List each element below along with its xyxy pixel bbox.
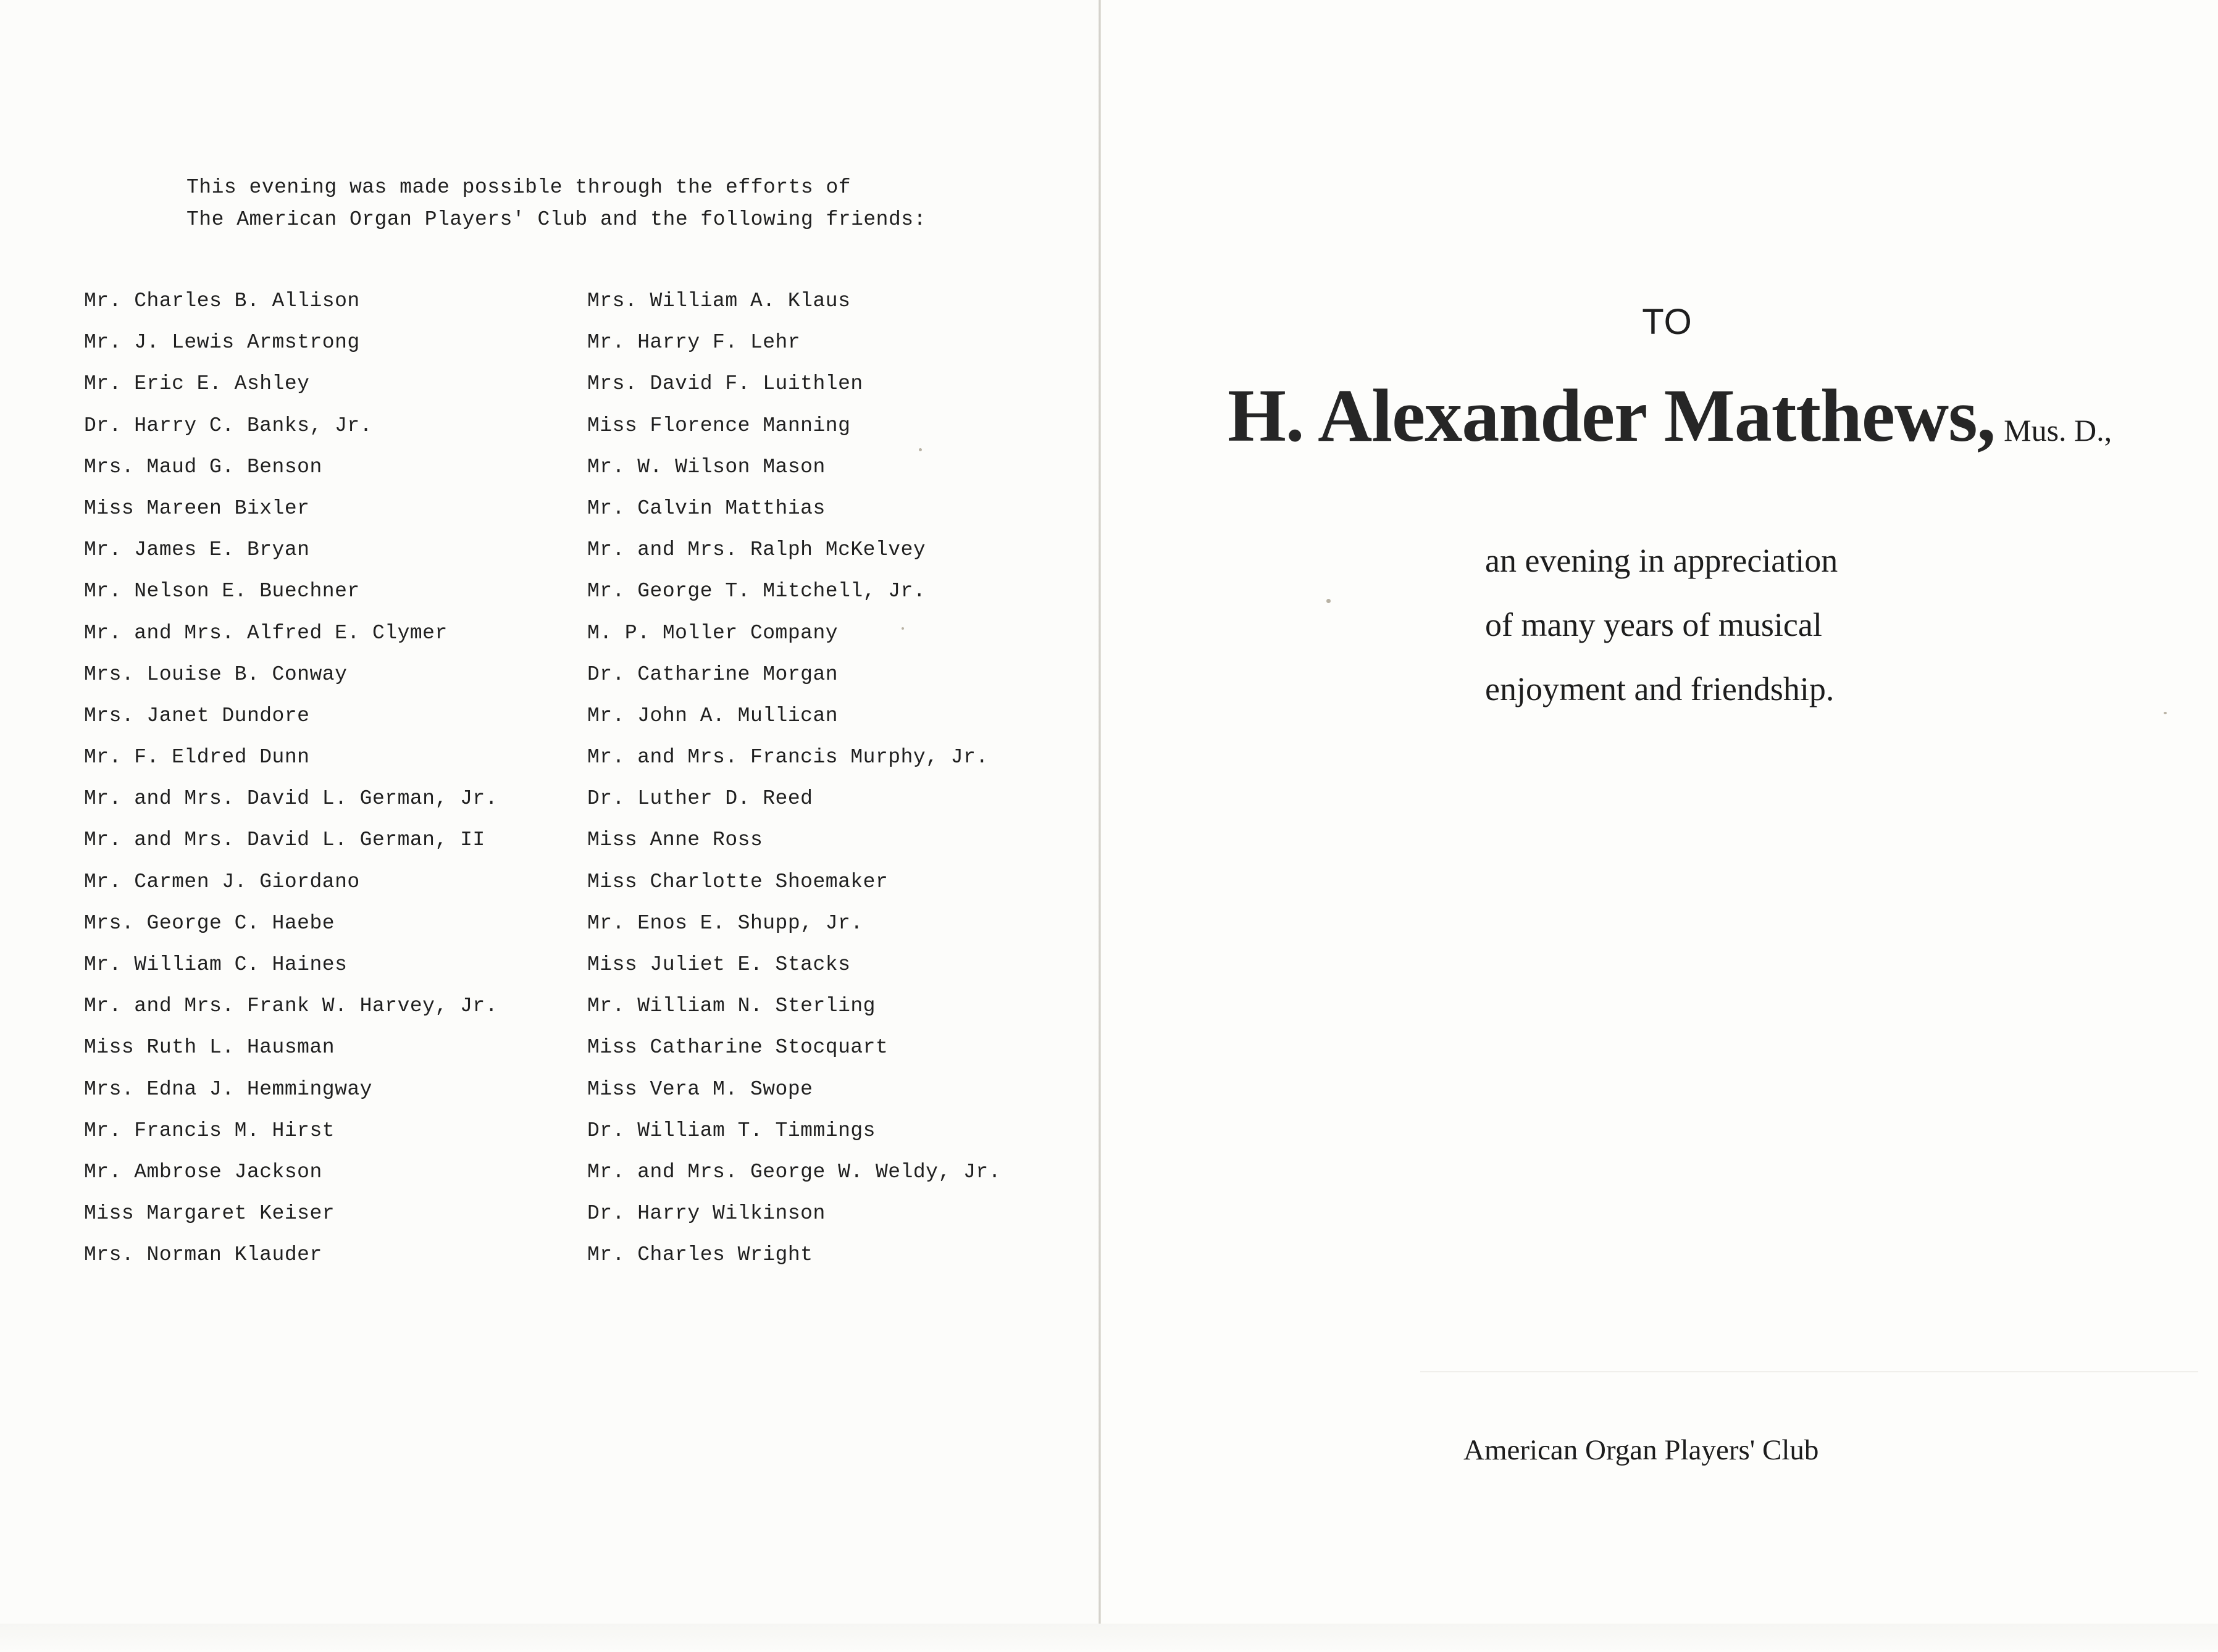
friend-name: Mr. Ambrose Jackson — [84, 1160, 322, 1183]
friend-name: Miss Vera M. Swope — [587, 1077, 813, 1101]
dedication-line-2: of many years of musical — [1485, 606, 1822, 643]
friend-name: Dr. Harry Wilkinson — [587, 1202, 826, 1225]
friend-name: Miss Juliet E. Stacks — [587, 953, 851, 976]
friend-name: Mr. and Mrs. Frank W. Harvey, Jr. — [84, 995, 498, 1018]
friend-name: Dr. Luther D. Reed — [587, 787, 813, 811]
friend-name: Miss Margaret Keiser — [84, 1202, 335, 1225]
club-name: American Organ Players' Club — [1463, 1434, 1819, 1466]
dedication-line-1: an evening in appreciation — [1485, 542, 1838, 579]
friend-name: Miss Anne Ross — [587, 828, 763, 852]
left-page — [0, 0, 1099, 1652]
friend-name: Mr. Francis M. Hirst — [84, 1119, 335, 1142]
honoree-heading — [1228, 373, 2112, 459]
friend-name: Mr. and Mrs. David L. German, Jr. — [84, 787, 498, 811]
friend-name: Mrs. Maud G. Benson — [84, 455, 322, 478]
friend-name: Mr. Calvin Matthias — [587, 496, 826, 520]
friend-name: Mr. and Mrs. George W. Weldy, Jr. — [587, 1160, 1002, 1183]
honoree-degree: Mus. D., — [2004, 413, 2112, 448]
paper-bottom-edge — [0, 1624, 2218, 1652]
friend-name: Mr. George T. Mitchell, Jr. — [587, 580, 926, 603]
paper-speck — [919, 448, 922, 451]
friend-name: Mrs. Louise B. Conway — [84, 662, 348, 686]
friend-name: Mr. and Mrs. Ralph McKelvey — [587, 538, 926, 562]
friend-name: Mr. John A. Mullican — [587, 704, 839, 727]
friend-name: Mr. W. Wilson Mason — [587, 455, 826, 478]
friend-name: Mrs. Edna J. Hemmingway — [84, 1077, 372, 1101]
friends-list-right — [587, 285, 1001, 1281]
paper-speck — [902, 627, 904, 630]
friend-name: Mr. Eric E. Ashley — [84, 372, 310, 396]
friend-name: Mr. J. Lewis Armstrong — [84, 331, 360, 354]
dedication-text — [1485, 528, 1838, 721]
friend-name: Mrs. David F. Luithlen — [587, 372, 863, 396]
friend-name: Dr. Catharine Morgan — [587, 662, 839, 686]
friend-name: Miss Mareen Bixler — [84, 496, 310, 520]
friend-name: Dr. William T. Timmings — [587, 1119, 876, 1142]
friend-name: Dr. Harry C. Banks, Jr. — [84, 414, 372, 437]
friend-name: Mr. James E. Bryan — [84, 538, 310, 562]
faint-divider — [1420, 1371, 2198, 1372]
friend-name: Miss Florence Manning — [587, 414, 851, 437]
dedication-line-3: enjoyment and friendship. — [1485, 670, 1835, 707]
friend-name: Mr. Carmen J. Giordano — [84, 870, 360, 893]
intro-line-2: The American Organ Players' Club and the following friends: — [186, 208, 926, 231]
friend-name: Mr. and Mrs. Francis Murphy, Jr. — [587, 746, 989, 769]
friend-name: Mr. F. Eldred Dunn — [84, 746, 310, 769]
honoree-name: H. Alexander Matthews, — [1228, 374, 1996, 457]
friend-name: Mr. William C. Haines — [84, 953, 348, 976]
right-page — [1101, 0, 2218, 1652]
friend-name: Mr. and Mrs. Alfred E. Clymer — [84, 621, 448, 645]
friend-name: Mrs. George C. Haebe — [84, 911, 335, 935]
intro-line-1: This evening was made possible through the efforts of — [186, 176, 852, 199]
dedication-to: TO — [1642, 302, 1693, 342]
friend-name: Mrs. Janet Dundore — [84, 704, 310, 727]
friend-name: Mr. William N. Sterling — [587, 995, 876, 1018]
friend-name: Miss Ruth L. Hausman — [84, 1036, 335, 1059]
paper-speck — [2164, 712, 2167, 714]
friend-name: Mr. Harry F. Lehr — [587, 331, 801, 354]
friend-name: Mrs. William A. Klaus — [587, 290, 851, 312]
intro-text — [186, 172, 926, 236]
friend-name: Miss Charlotte Shoemaker — [587, 870, 889, 893]
friend-name: Mrs. Norman Klauder — [84, 1243, 322, 1267]
friend-name: Mr. Charles B. Allison — [84, 290, 360, 312]
paper-speck — [1326, 599, 1331, 603]
friend-name: Mr. Enos E. Shupp, Jr. — [587, 911, 863, 935]
friend-name: Mr. Charles Wright — [587, 1243, 813, 1267]
friend-name: Mr. Nelson E. Buechner — [84, 580, 360, 603]
friends-list-left — [84, 285, 498, 1281]
friend-name: Miss Catharine Stocquart — [587, 1036, 889, 1059]
friend-name: M. P. Moller Company — [587, 621, 839, 645]
friend-name: Mr. and Mrs. David L. German, II — [84, 828, 485, 852]
